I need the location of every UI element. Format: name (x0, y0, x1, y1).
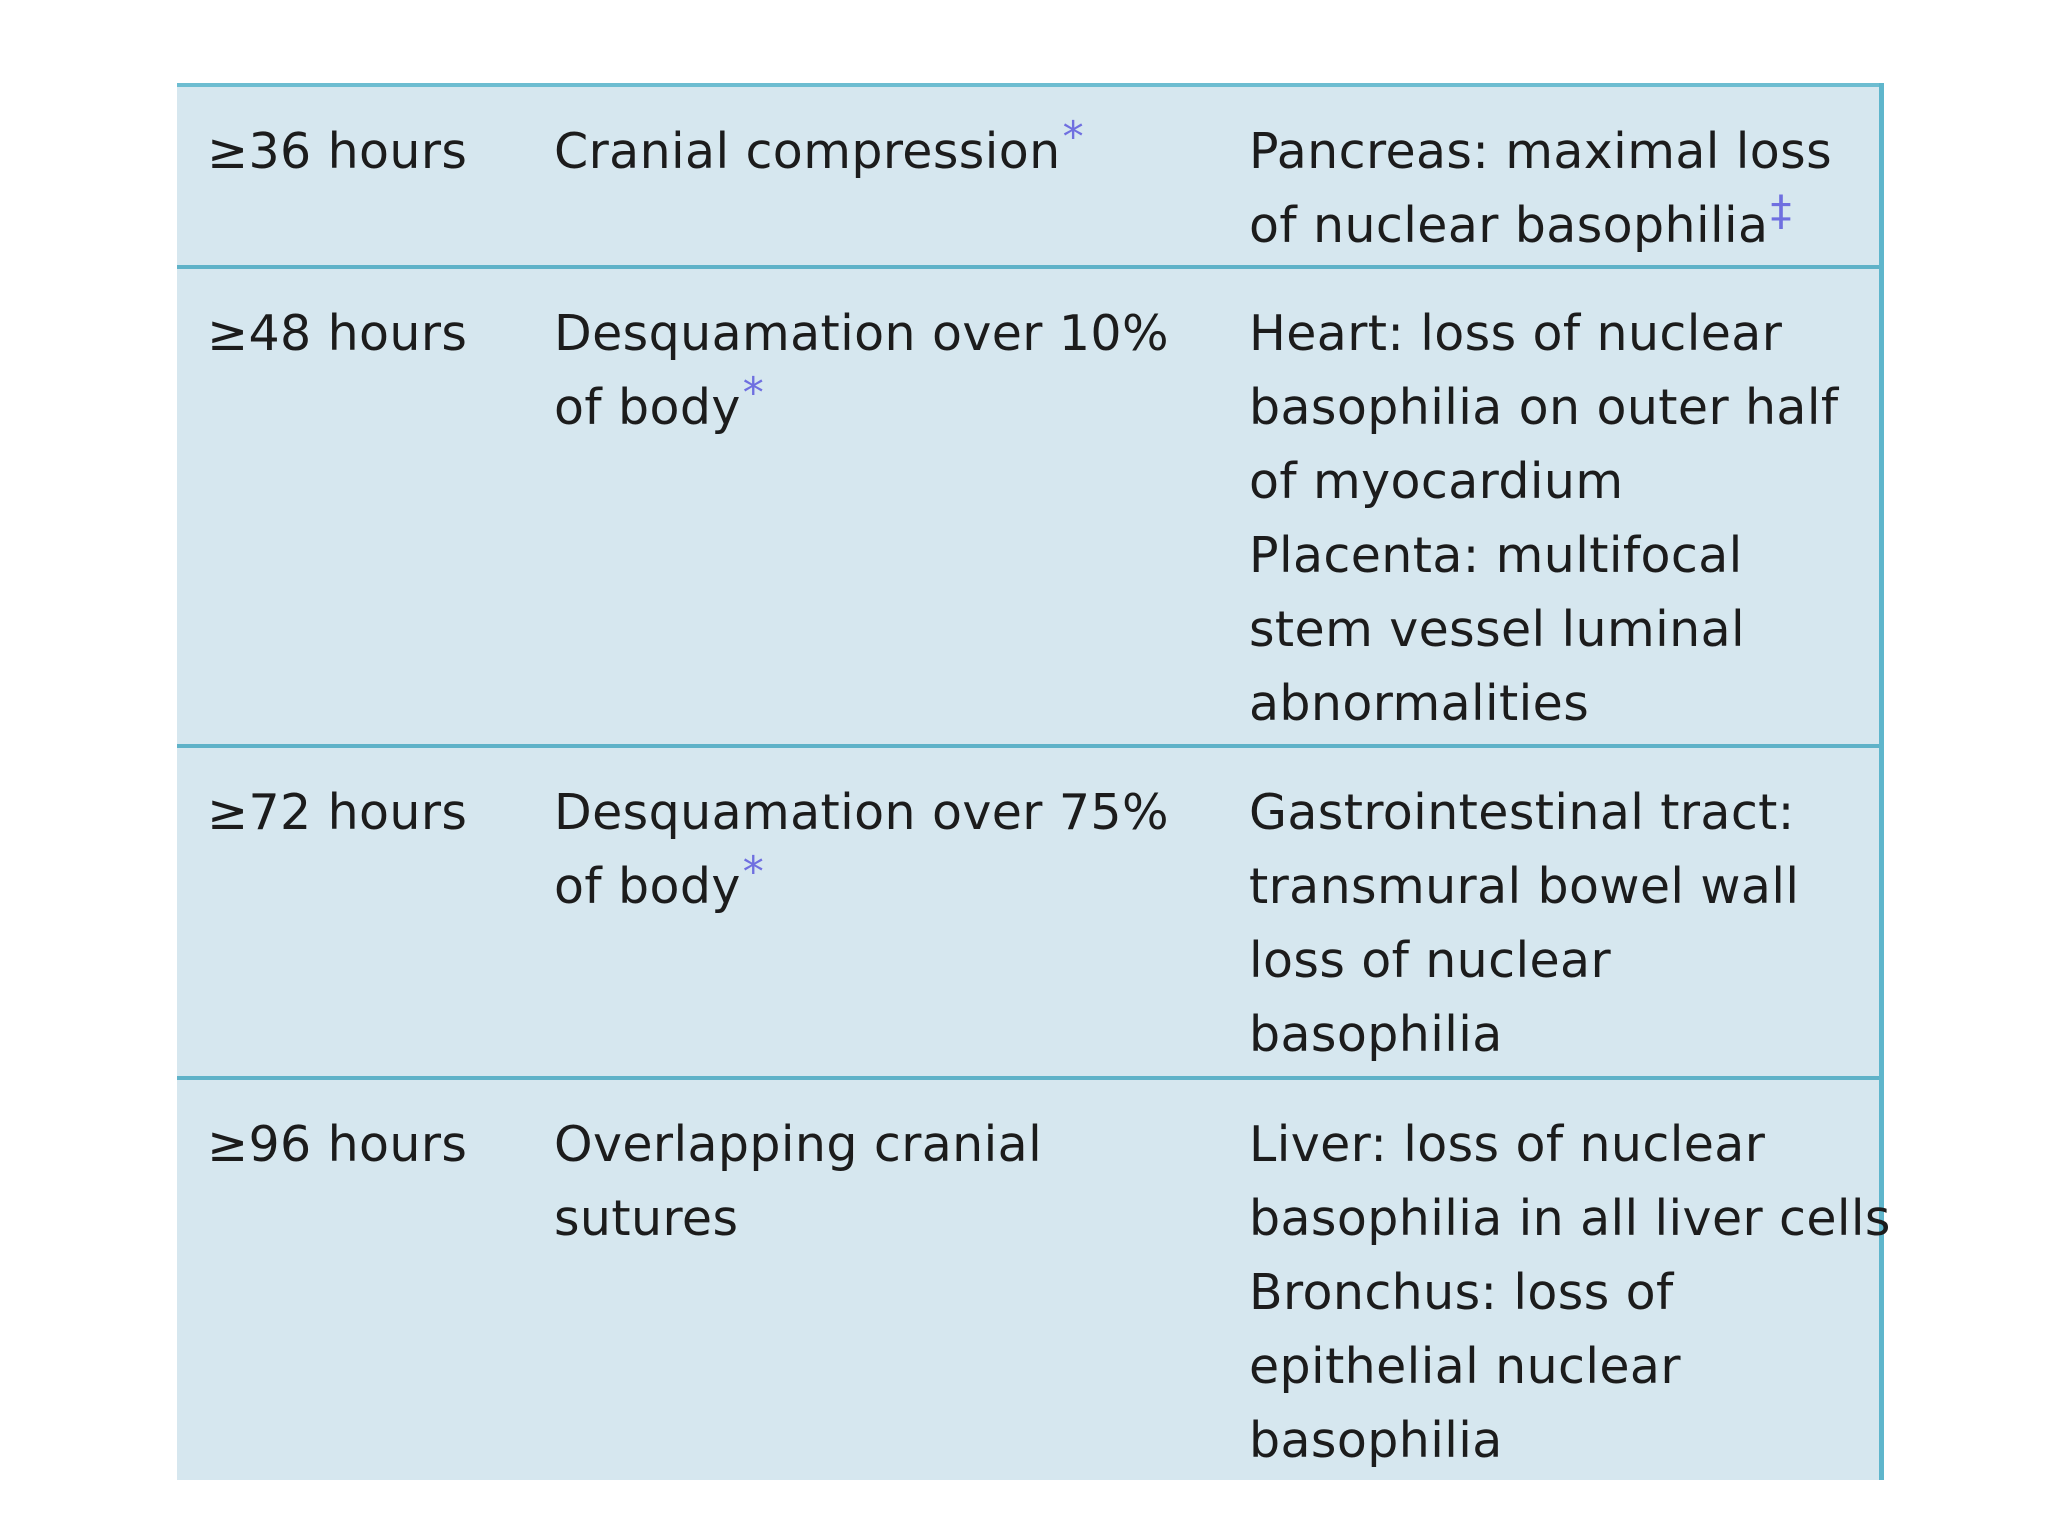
internal-line: basophilia (1249, 1412, 1503, 1469)
internal-line: epithelial nuclear (1249, 1338, 1681, 1395)
internal-line: Placenta: multifocal (1249, 527, 1743, 584)
time-text: ≥72 hours (207, 784, 468, 841)
data-table (177, 83, 1891, 1480)
internal-line: basophilia in all liver cells (1249, 1190, 1891, 1247)
internal-line: loss of nuclear (1249, 932, 1612, 989)
table-row (177, 87, 1879, 265)
internal-finding-cell (1249, 776, 1799, 1072)
time-text: ≥96 hours (207, 1116, 468, 1173)
external-finding-cell (554, 297, 1169, 445)
footnote-mark: ‡ (1770, 185, 1792, 235)
footnote-mark: * (742, 367, 765, 417)
internal-line: of nuclear basophilia (1249, 197, 1769, 254)
external-finding-cell (554, 111, 1084, 189)
time-cell (207, 1108, 467, 1182)
time-text: ≥48 hours (207, 305, 468, 362)
external-finding-cell (554, 776, 1169, 924)
external-line: Desquamation over 75% (554, 784, 1169, 841)
table-row (177, 748, 1879, 1076)
internal-finding-cell (1249, 1108, 1891, 1478)
internal-line: stem vessel luminal (1249, 601, 1746, 658)
internal-line: basophilia (1249, 1006, 1503, 1063)
time-cell (207, 776, 467, 850)
internal-line: Bronchus: loss of (1249, 1264, 1674, 1321)
external-line: sutures (554, 1190, 739, 1247)
external-line: Desquamation over 10% (554, 305, 1169, 362)
external-line: Cranial compression (554, 123, 1061, 180)
external-line: of body (554, 379, 741, 436)
table-row (177, 269, 1879, 744)
external-finding-cell (554, 1108, 1042, 1256)
time-text: ≥36 hours (207, 123, 468, 180)
footnote-mark: * (742, 846, 765, 896)
time-cell (207, 297, 467, 371)
internal-line: abnormalities (1249, 675, 1590, 732)
internal-finding-cell (1249, 297, 1839, 741)
internal-line: Pancreas: maximal loss (1249, 123, 1832, 180)
internal-finding-cell (1249, 115, 1832, 263)
internal-line: Liver: loss of nuclear (1249, 1116, 1766, 1173)
footnote-mark: * (1062, 111, 1084, 161)
internal-line: Gastrointestinal tract: (1249, 784, 1795, 841)
time-cell (207, 115, 467, 189)
external-line: of body (554, 858, 741, 915)
internal-line: basophilia on outer half (1249, 379, 1839, 436)
table-row (177, 1080, 1891, 1480)
internal-line: Heart: loss of nuclear (1249, 305, 1783, 362)
internal-line: of myocardium (1249, 453, 1624, 510)
internal-line: transmural bowel wall (1249, 858, 1800, 915)
external-line: Overlapping cranial (554, 1116, 1043, 1173)
